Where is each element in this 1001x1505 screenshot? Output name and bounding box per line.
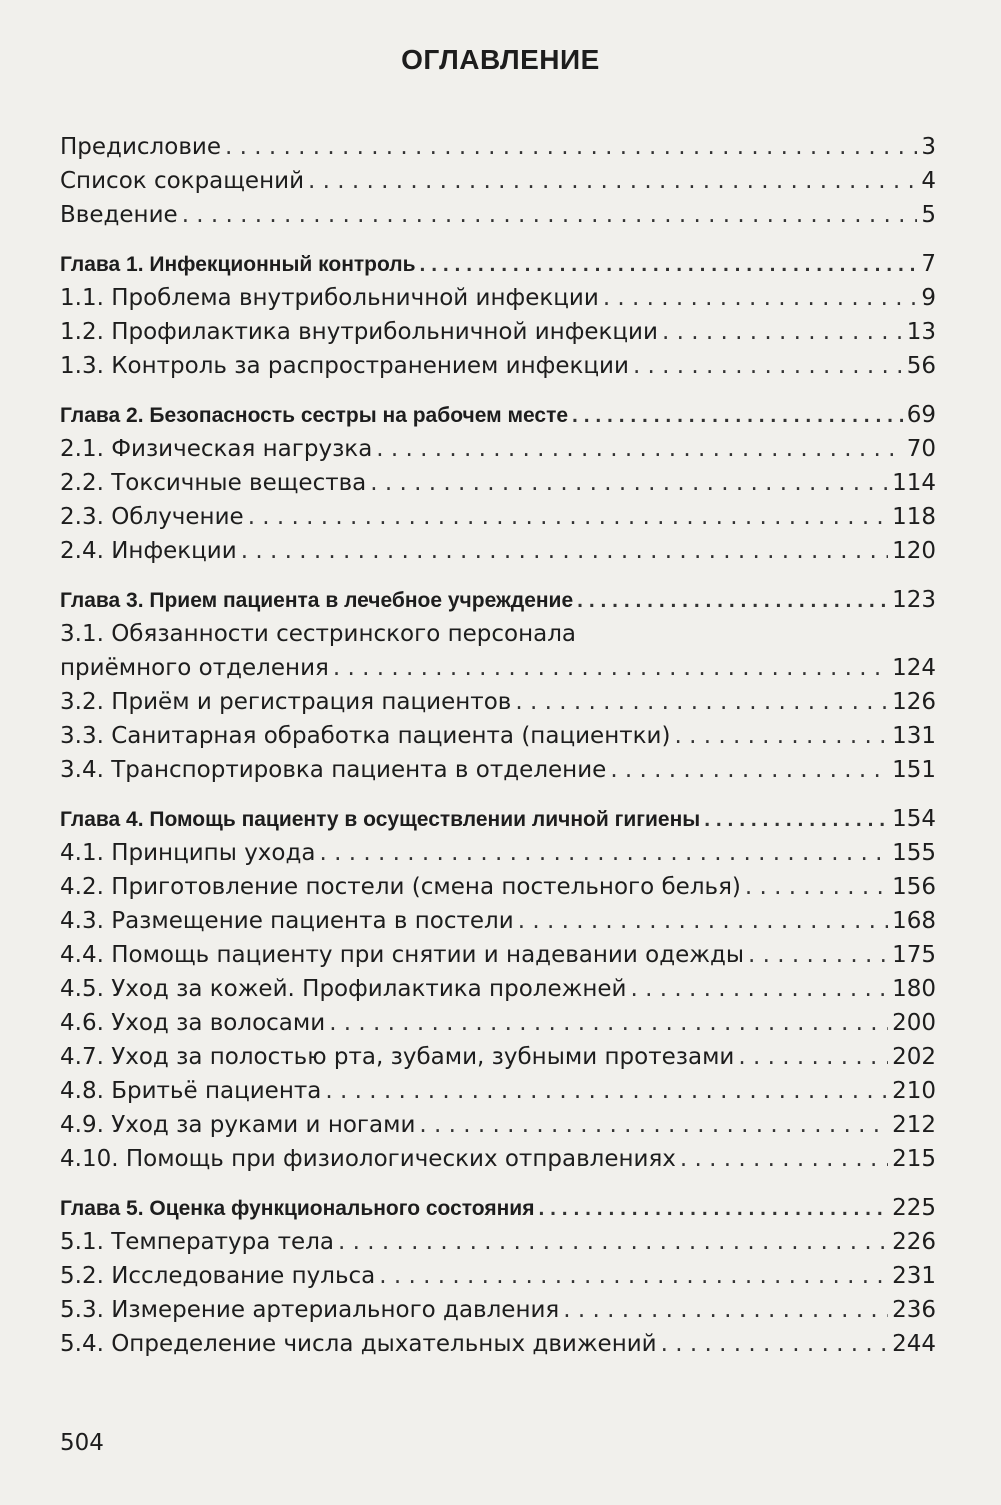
dot-leader xyxy=(662,315,903,349)
toc-entry xyxy=(60,315,936,349)
toc-entry-page: 212 xyxy=(892,1112,936,1138)
toc-entry-page: 118 xyxy=(892,504,936,530)
toc-entry-page: 126 xyxy=(892,689,936,715)
toc-entry-title: 5.2. Исследование пульса xyxy=(60,1263,376,1289)
toc-entry xyxy=(60,466,936,500)
toc-entry-page: 7 xyxy=(921,251,936,277)
toc-entry-title: 1.1. Проблема внутрибольничной инфекции xyxy=(60,285,599,311)
toc-entry-title: 2.2. Токсичные вещества xyxy=(60,470,367,496)
dot-leader xyxy=(329,1006,888,1040)
dot-leader xyxy=(515,685,888,719)
toc-entry xyxy=(60,281,936,315)
toc-entry-page: 226 xyxy=(892,1229,936,1255)
toc-entry-title: 4.2. Приготовление постели (смена постельного белья) xyxy=(60,874,741,900)
toc-entry-title: 4.9. Уход за руками и ногами xyxy=(60,1112,416,1138)
dot-leader xyxy=(182,198,918,232)
dot-leader xyxy=(603,281,918,315)
toc-entry-page: 225 xyxy=(892,1195,936,1221)
toc-entry-page: 5 xyxy=(921,202,936,228)
toc-entry-title: 2.3. Облучение xyxy=(60,504,244,530)
toc-entry xyxy=(60,870,936,904)
toc-entry xyxy=(60,1225,936,1259)
toc-entry-title: 5.3. Измерение артериального давления xyxy=(60,1297,560,1323)
dot-leader xyxy=(538,1192,888,1226)
toc-entry xyxy=(60,836,936,870)
toc-entry-title: 3.4. Транспортировка пациента в отделение xyxy=(60,757,607,783)
toc-entry-page: 236 xyxy=(892,1297,936,1323)
toc-entry-title: Список сокращений xyxy=(60,168,305,194)
toc-entry xyxy=(60,1293,936,1327)
toc-entry xyxy=(60,972,936,1006)
toc-entry xyxy=(60,1259,936,1293)
toc-entry-page: 210 xyxy=(892,1078,936,1104)
toc-entry xyxy=(60,1108,936,1142)
dot-leader xyxy=(376,432,902,466)
toc-entry-page: 155 xyxy=(892,840,936,866)
toc-entry-page: 231 xyxy=(892,1263,936,1289)
toc-entry-page: 154 xyxy=(892,806,936,832)
toc-entry xyxy=(60,685,936,719)
toc-chapter-entry xyxy=(60,1191,936,1225)
toc-entry-page: 4 xyxy=(921,168,936,194)
toc-entry-title: 3.2. Приём и регистрация пациентов xyxy=(60,689,512,715)
toc-entry-title: Глава 1. Инфекционный контроль xyxy=(60,253,416,276)
toc-entry xyxy=(60,617,936,651)
toc-entry xyxy=(60,1327,936,1361)
dot-leader xyxy=(563,1293,888,1327)
toc-entry-page: 3 xyxy=(921,134,936,160)
toc-chapter-entry xyxy=(60,247,936,281)
toc-entry-title: 1.3. Контроль за распространением инфекции xyxy=(60,353,629,379)
dot-leader xyxy=(379,1259,888,1293)
toc-entry xyxy=(60,904,936,938)
dot-leader xyxy=(610,753,888,787)
table-of-contents xyxy=(60,130,936,1376)
toc-entry xyxy=(60,164,936,198)
toc-entry-page: 69 xyxy=(906,402,936,428)
toc-entry-title: 3.1. Обязанности сестринского персонала xyxy=(60,621,577,647)
toc-entry-page: 124 xyxy=(892,655,936,681)
dot-leader xyxy=(704,803,888,837)
toc-entry-title: 4.1. Принципы ухода xyxy=(60,840,316,866)
dot-leader xyxy=(419,1108,888,1142)
toc-entry-title: приёмного отделения xyxy=(60,655,329,681)
toc-entry-page: 70 xyxy=(906,436,936,462)
dot-leader xyxy=(370,466,888,500)
dot-leader xyxy=(661,1327,888,1361)
toc-entry-title: 4.7. Уход за полостью рта, зубами, зубными протезами xyxy=(60,1044,735,1070)
toc-entry-title: 4.6. Уход за волосами xyxy=(60,1010,326,1036)
toc-entry-page: 151 xyxy=(892,757,936,783)
dot-leader xyxy=(738,1040,888,1074)
toc-entry-page: 9 xyxy=(921,285,936,311)
toc-entry-title: 5.4. Определение числа дыхательных движений xyxy=(60,1331,657,1357)
toc-chapter-entry xyxy=(60,802,936,836)
toc-entry-page: 200 xyxy=(892,1010,936,1036)
toc-entry-page: 114 xyxy=(892,470,936,496)
dot-leader xyxy=(748,938,888,972)
dot-leader xyxy=(674,719,888,753)
page-number: 504 xyxy=(60,1430,104,1456)
toc-entry-title: Глава 5. Оценка функционального состояния xyxy=(60,1197,535,1220)
toc-entry-page: 244 xyxy=(892,1331,936,1357)
toc-chapter-entry xyxy=(60,398,936,432)
toc-entry xyxy=(60,938,936,972)
toc-entry xyxy=(60,198,936,232)
toc-entry xyxy=(60,1142,936,1176)
dot-leader xyxy=(745,870,888,904)
toc-entry xyxy=(60,1040,936,1074)
toc-group xyxy=(60,398,936,568)
toc-entry-title: Введение xyxy=(60,202,178,228)
toc-group xyxy=(60,583,936,787)
toc-entry-page: 156 xyxy=(892,874,936,900)
toc-entry xyxy=(60,719,936,753)
dot-leader xyxy=(630,972,888,1006)
dot-leader xyxy=(333,651,888,685)
toc-chapter-entry xyxy=(60,583,936,617)
dot-leader xyxy=(308,164,917,198)
toc-entry-page: 13 xyxy=(906,319,936,345)
toc-entry-page: 168 xyxy=(892,908,936,934)
dot-leader xyxy=(420,248,918,282)
dot-leader xyxy=(338,1225,888,1259)
toc-entry xyxy=(60,1074,936,1108)
dot-leader xyxy=(633,349,903,383)
toc-entry xyxy=(60,651,936,685)
dot-leader xyxy=(319,836,888,870)
toc-entry xyxy=(60,1006,936,1040)
dot-leader xyxy=(248,500,888,534)
toc-group xyxy=(60,802,936,1176)
toc-entry xyxy=(60,432,936,466)
toc-entry-page: 131 xyxy=(892,723,936,749)
toc-entry-title: Предисловие xyxy=(60,134,221,160)
toc-entry-page: 202 xyxy=(892,1044,936,1070)
toc-entry-page: 120 xyxy=(892,538,936,564)
toc-entry-title: Глава 2. Безопасность сестры на рабочем месте xyxy=(60,404,569,427)
toc-entry-title: 4.10. Помощь при физиологических отправлениях xyxy=(60,1146,676,1172)
dot-leader xyxy=(680,1142,888,1176)
page-title: ОГЛАВЛЕНИЕ xyxy=(401,44,600,75)
toc-entry-title: 4.3. Размещение пациента в постели xyxy=(60,908,514,934)
toc-entry-title: 4.5. Уход за кожей. Профилактика пролежней xyxy=(60,976,627,1002)
toc-entry-title: Глава 4. Помощь пациенту в осуществлении личной гигиены xyxy=(60,808,701,831)
dot-leader xyxy=(518,904,888,938)
dot-leader xyxy=(577,584,888,618)
toc-entry-page: 123 xyxy=(892,587,936,613)
toc-entry xyxy=(60,534,936,568)
toc-entry-title: 5.1. Температура тела xyxy=(60,1229,334,1255)
toc-entry xyxy=(60,500,936,534)
toc-entry-title: 4.8. Бритьё пациента xyxy=(60,1078,322,1104)
toc-group xyxy=(60,130,936,232)
toc-entry-title: 3.3. Санитарная обработка пациента (пациентки) xyxy=(60,723,671,749)
toc-entry-page: 215 xyxy=(892,1146,936,1172)
toc-entry-title: 1.2. Профилактика внутрибольничной инфекции xyxy=(60,319,658,345)
toc-entry-title: 2.4. Инфекции xyxy=(60,538,237,564)
toc-group xyxy=(60,247,936,383)
toc-entry-page: 175 xyxy=(892,942,936,968)
toc-entry-title: 4.4. Помощь пациенту при снятии и надевании одежды xyxy=(60,942,745,968)
toc-entry-page: 56 xyxy=(906,353,936,379)
dot-leader xyxy=(572,399,903,433)
toc-entry xyxy=(60,130,936,164)
toc-entry-title: 2.1. Физическая нагрузка xyxy=(60,436,373,462)
dot-leader xyxy=(225,130,917,164)
dot-leader xyxy=(325,1074,888,1108)
toc-group xyxy=(60,1191,936,1361)
dot-leader xyxy=(241,534,888,568)
toc-entry xyxy=(60,753,936,787)
toc-entry xyxy=(60,349,936,383)
toc-entry-title: Глава 3. Прием пациента в лечебное учреждение xyxy=(60,589,574,612)
toc-entry-page: 180 xyxy=(892,976,936,1002)
